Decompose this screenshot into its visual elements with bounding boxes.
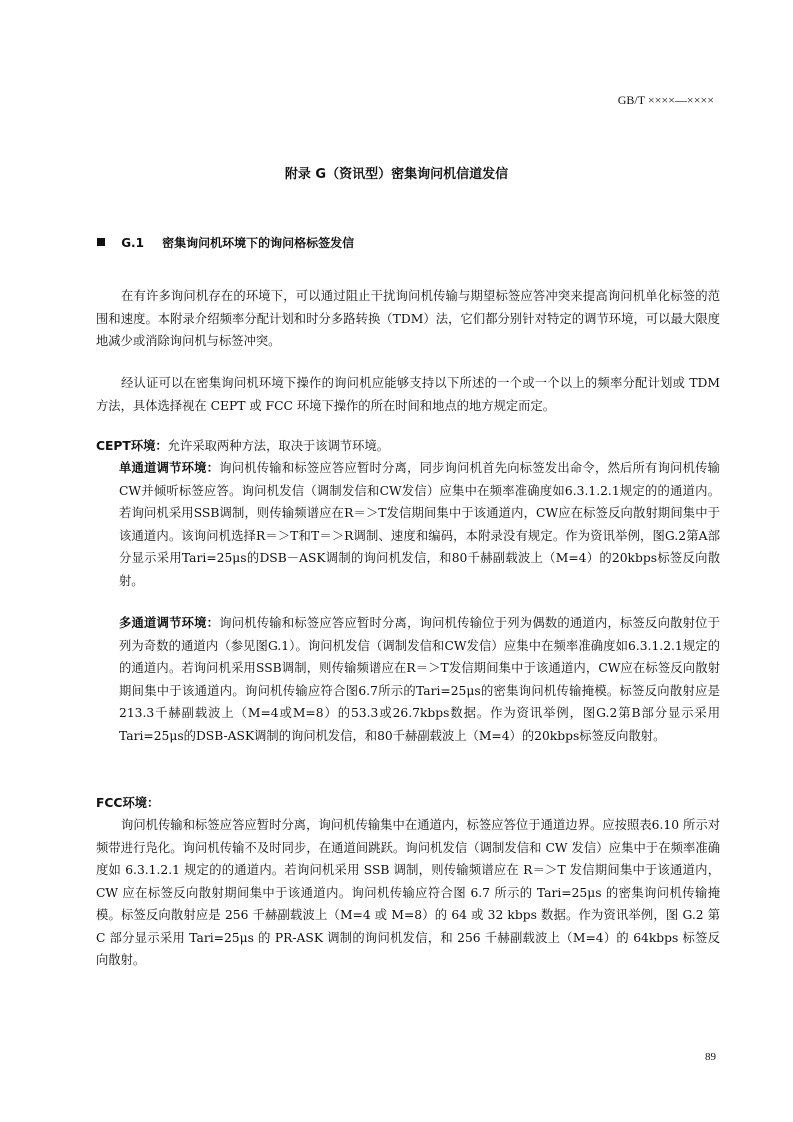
certification-paragraph: 经认证可以在密集询问机环境下操作的询问机应能够支持以下所述的一个或一个以上的频率分配计划或 TDM 方法，具体选择视在 CEPT 或 FCC 环境下操作的所在时间和地点的地方规定而定。 bbox=[96, 376, 720, 413]
section-title: 密集询问机环境下的询问格标签发信 bbox=[162, 236, 355, 250]
multi-channel-paragraph bbox=[119, 612, 720, 747]
single-channel-label: 单通道调节环境： bbox=[119, 461, 220, 475]
multi-channel-text: 询问机传输和标签应答应暂时分离，询问机传输位于列为偶数的通道内，标签反向散射位于列为奇数的通道内（参见图G.1）。询问机发信（调制发信和CW发信）应集中在频率准确度如6.3.1.2.1规定的的通道内。若询问机采用SSB调制，则传输频谱应在R＝＞T发信期间集中于该通道内，CW应在标签反向散射期间集中于该通道内。询问机传输应符合图6.7所示的Tari=25μs的密集询问机传输掩模。标签反向散射应是213.3千赫副载波上（M=4或M=8）的53.3或26.7kbps数据。作为资讯举例，图G.2第B部分显示采用Tari=25μs的DSB-ASK调制的询问机发信，和80千赫副载波上（M=4）的20kbps标签反向散射。 bbox=[119, 616, 720, 743]
cept-paragraph bbox=[96, 435, 720, 458]
section-number: G.1 bbox=[121, 236, 144, 250]
appendix-title: 附录 G（资讯型）密集询问机信道发信 bbox=[284, 167, 509, 182]
cept-label: CEPT环境： bbox=[96, 439, 168, 453]
multi-channel-label: 多通道调节环境： bbox=[119, 616, 220, 630]
fcc-paragraph: 询问机传输和标签应答应暂时分离，询问机传输集中在通道内，标签应答位于通道边界。应按照表6.10 所示对频带进行凫化。询问机传输不及时同步，在通道间跳跃。询问机发信（调制发信和 CW 发信）应集中于在频率准确度如 6.3.1.2.1 规定的的通道内。若询问机采用 SSB 调制，则传输频谱应在 R＝＞T 发信期间集中于该通道内，CW 应在标签反向散射期间集中于该通道内。询问机传输应符合图 6.7 所示的 Tari=25μs 的密集询问机传输掩模。标签反向散射应是 256 千赫副载波上（M=4 或 M=8）的 64 或 32 kbps 数据。作为资讯举例，图 G.2 第 C 部分显示采用 Tari=25μs 的 PR-ASK 调制的询问机发信，和 256 千赫副载波上（M=4）的 64kbps 标签反向散射。 bbox=[96, 818, 720, 967]
square-bullet-icon bbox=[97, 238, 105, 246]
fcc-label: FCC环境： bbox=[96, 796, 160, 810]
document-code: GB/T ××××—×××× bbox=[617, 93, 714, 107]
page-number: 89 bbox=[705, 1051, 716, 1063]
single-channel-text: 询问机传输和标签应答应暂时分离，同步询问机首先向标签发出命令，然后所有询问机传输CW并倾听标签应答。询问机发信（调制发信和CW发信）应集中在频率准确度如6.3.1.2.1规定的的通道内。若询问机采用SSB调制，则传输频谱应在R＝＞T发信期间集中于该通道内，CW应在标签反向散射期间集中于该通道内。该询问机选择R＝＞T和T＝＞R调制、速度和编码，本附录没有规定。作为资讯举例，图G.2第A部分显示采用Tari=25μs的DSB－ASK调制的询问机发信，和80千赫副载波上（M=4）的20kbps标签反向散射。 bbox=[119, 461, 720, 588]
fcc-heading bbox=[96, 792, 720, 815]
intro-paragraph: 在有许多询问机存在的环境下，可以通过阻止干扰询问机传输与期望标签应答冲突来提高询问机单化标签的范围和速度。本附录介绍频率分配计划和时分多路转换（TDM）法，它们都分别针对特定的调节环境，可以最大限度地减少或消除询问机与标签冲突。 bbox=[96, 289, 720, 348]
section-heading bbox=[97, 234, 354, 251]
single-channel-paragraph bbox=[119, 457, 720, 592]
cept-text: 允许采取两种方法，取决于该调节环境。 bbox=[167, 439, 390, 453]
